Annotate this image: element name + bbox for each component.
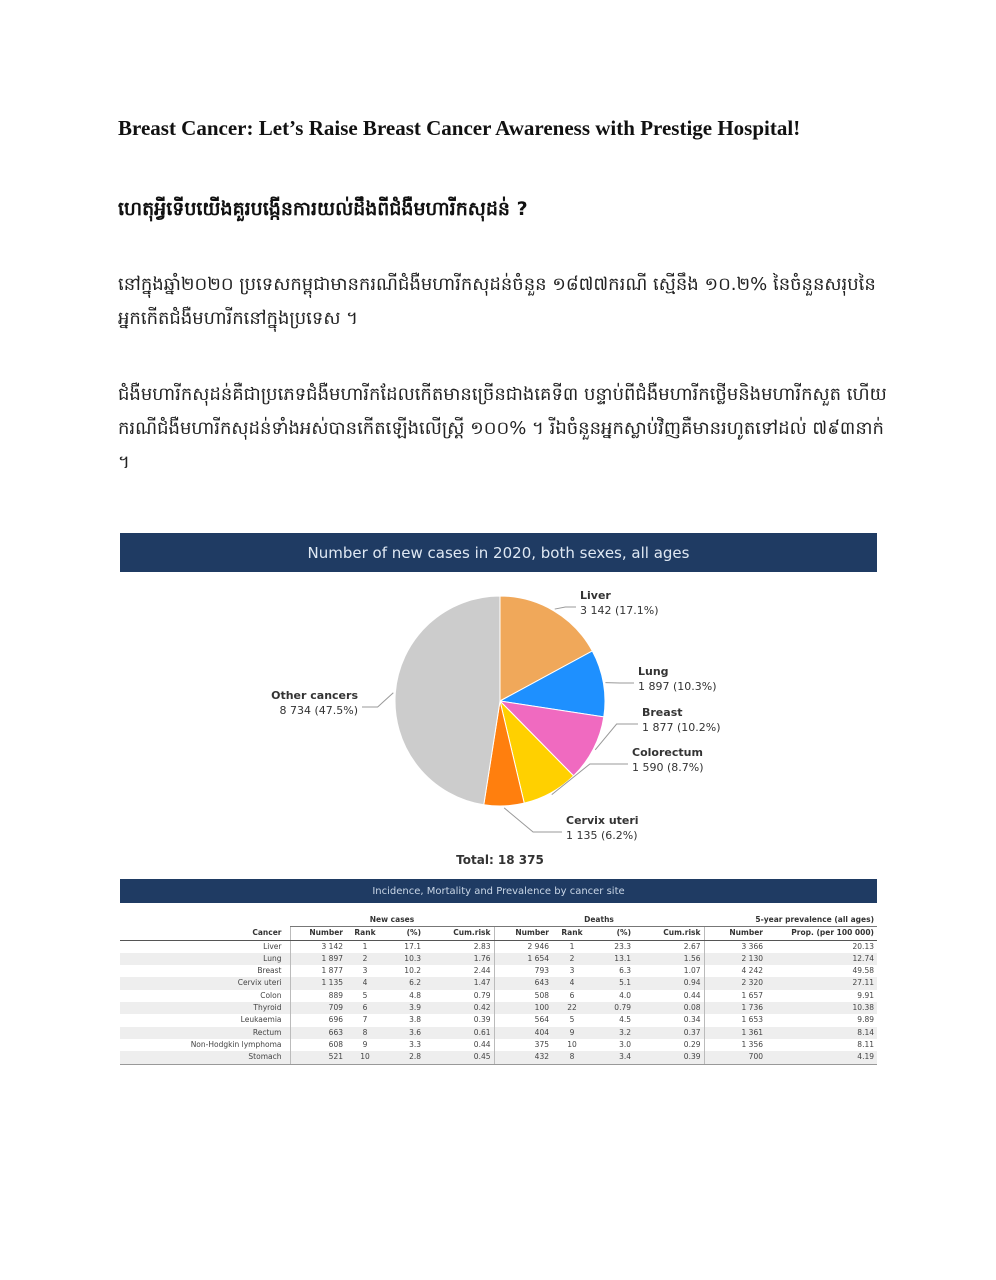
table-column-header: Cancer [120,927,290,940]
table-cell: 7 [362,1015,368,1025]
pie-label-value: 8 734 (47.5%) [279,704,358,717]
table-column-header: Rank [346,927,384,940]
table-cell-cancer: Colon [260,990,282,1000]
table-cell: 10.2 [404,966,421,976]
table-cell: 0.42 [424,1002,494,1014]
table-cell: 10.3 [384,953,424,965]
table-cell: 17.1 [404,941,421,951]
table-cell: 8 [346,1027,384,1039]
table-cell: 0.37 [634,1027,704,1039]
table-cell: 3.3 [409,1039,421,1049]
table-cell: 608 [290,1039,346,1051]
table-cell: 6.2 [384,977,424,989]
table-row [120,940,877,953]
table-cell: 6 [569,990,575,1000]
table-cell: 2.8 [384,1051,424,1064]
table-cell: 13.1 [592,953,634,965]
table-cell: 22 [552,1002,592,1014]
table-cell-cancer: Liver [263,941,282,951]
table-cell: 1 653 [704,1014,766,1026]
table-group-header-row [120,914,877,927]
table-cell: 3 [569,966,575,976]
table-cell: 1 897 [290,953,346,965]
pie-label-name: Breast [642,706,683,719]
table-column-header: (%) [384,927,424,940]
table-cell: 0.45 [424,1051,494,1064]
group-new-cases: New cases [290,914,494,927]
table-cell: 4 242 [704,965,766,977]
table-column-header: Number [494,927,552,940]
table-cell: 23.3 [614,941,631,951]
table-cell: 4 [346,977,384,989]
table-cell: 375 [494,1039,552,1051]
pie-leader-line [362,693,393,707]
table-cell: 1.56 [634,953,704,965]
group-deaths: Deaths [494,914,704,927]
table-row [120,1027,877,1039]
table-cell: 2.44 [473,966,491,976]
table-cell: 1 736 [704,1002,766,1014]
table-column-header: Number [704,927,766,940]
table-cell: 6.3 [619,966,631,976]
table-cell: 4.0 [619,990,631,1000]
document-title: Breast Cancer: Let’s Raise Breast Cancer Awareness with Prestige Hospital! [118,116,801,140]
table-column-header: Rank [552,927,592,940]
table-cell: 521 [290,1051,346,1064]
table-title: Incidence, Mortality and Prevalence by cancer site [120,879,877,903]
table-cell: 793 [494,965,552,977]
table-cell: 9.89 [857,1015,874,1025]
table-cell: 0.34 [683,1015,701,1025]
table-cell: 100 [494,1002,552,1014]
table-cell: 2 946 [494,940,552,953]
pie-slice-other-cancers [395,596,500,805]
table-cell: 0.79 [592,1002,634,1014]
table-cell: 700 [704,1051,766,1064]
pie-label-name: Lung [638,665,669,678]
paragraph-1: នៅក្នុងឆ្នាំ២០២០ ប្រទេសកម្ពុជាមានករណីជំងឺមហារីកសុដន់ចំនួន ១៨៧៧ករណី ស្មើនឹង ១០.២% នៃចំនួនសរុបនៃអ្នកកើតជំងឺមហារីកនៅក្នុងប្រទេស ។ [118,274,876,329]
pie-label-value: 3 142 (17.1%) [580,604,659,617]
table-cell: 1.07 [683,966,701,976]
table-cell: 6 [346,1002,384,1014]
table-cell: 9 [362,1039,368,1049]
table-cell: 2 320 [704,977,766,989]
table-cell-cancer: Cervix uteri [120,977,290,989]
table-column-header: Prop. (per 100 000) [766,927,877,940]
table-column-header: (%) [592,927,634,940]
table-cell: 0.29 [683,1039,701,1049]
table-cell: 27.11 [766,977,877,989]
table-cell: 404 [494,1027,552,1039]
table-column-header: Cum.risk [424,927,494,940]
pie-leader-line [504,808,562,832]
pie-label-value: 1 590 (8.7%) [632,761,704,774]
table-cell-cancer: Non-Hodgkin lymphoma [190,1039,282,1049]
section-heading: ហេតុអ្វីទើបយើងគួរបង្កើនការយល់ដឹងពីជំងឺមហារីកសុដន់ ? [118,198,528,220]
table-cell: 2 [346,953,384,965]
pie-total-label: Total: 18 375 [456,853,544,867]
table-row [120,1051,877,1064]
pie-chart-title: Number of new cases in 2020, both sexes, all ages [120,533,877,572]
table-cell: 4 [552,977,592,989]
table-cell: 0.94 [634,977,704,989]
table-cell: 1.47 [424,977,494,989]
pie-label-name: Colorectum [632,746,703,759]
table-cell: 9 [552,1027,592,1039]
table-row [120,990,877,1002]
table-cell: 2.67 [683,941,701,951]
pie-label-value: 1 135 (6.2%) [566,829,638,842]
pie-label-name: Liver [580,589,611,602]
table-cell: 696 [290,1014,346,1026]
table-row [120,1002,877,1014]
table-row [120,1014,877,1026]
table-cell: 0.39 [634,1051,704,1064]
table-cell: 3.2 [592,1027,634,1039]
pie-label-value: 1 897 (10.3%) [638,680,717,693]
table-cell: 20.13 [852,941,874,951]
table-cell: 3 366 [704,940,766,953]
table-row [120,953,877,965]
table-cell: 0.44 [473,1039,491,1049]
table-cell: 8.14 [766,1027,877,1039]
table-cell: 4.19 [766,1051,877,1064]
table-cell-cancer: Breast [257,966,282,976]
pie-label-value: 1 877 (10.2%) [642,721,721,734]
table-cell: 643 [494,977,552,989]
table-cell: 10 [567,1039,577,1049]
table-cell: 12.74 [766,953,877,965]
table-cell: 432 [494,1051,552,1064]
table-cell: 3 142 [290,940,346,953]
table-cell: 0.39 [473,1015,491,1025]
table-cell: 3.8 [409,1015,421,1025]
table-cell: 1.76 [424,953,494,965]
table-row [120,977,877,989]
table-cell: 0.61 [424,1027,494,1039]
table-cell: 1 135 [290,977,346,989]
table-row [120,965,877,977]
table-cell: 49.58 [852,966,874,976]
pie-label-name: Other cancers [271,689,358,702]
table-cell: 1 657 [704,990,766,1002]
table-cell: 3.9 [384,1002,424,1014]
table-cell: 0.79 [473,990,491,1000]
table-cell: 2 130 [704,953,766,965]
table-cell: 5 [569,1015,575,1025]
table-cell-cancer: Rectum [120,1027,290,1039]
table-cell: 1 361 [704,1027,766,1039]
pie-label-name: Cervix uteri [566,814,639,827]
table-cell: 889 [290,990,346,1002]
table-cell: 1 [362,941,368,951]
table-cell: 5.1 [592,977,634,989]
table-cell: 1 654 [494,953,552,965]
table-column-header: Number [290,927,346,940]
table-row [120,1039,877,1051]
table-cell: 0.08 [634,1002,704,1014]
table-cell: 10.38 [766,1002,877,1014]
table-cell: 3.6 [384,1027,424,1039]
table-cell-cancer: Leukaemia [240,1015,282,1025]
table-cell: 3.0 [619,1039,631,1049]
table-cell: 9.91 [857,990,874,1000]
table-cell: 709 [290,1002,346,1014]
table-cell: 508 [494,990,552,1002]
table-cell: 5 [362,990,368,1000]
table-cell: 3.4 [592,1051,634,1064]
table-cell: 1 877 [290,965,346,977]
table-cell: 3 [362,966,368,976]
pie-slices [395,596,605,806]
group-prevalence: 5-year prevalence (all ages) [704,914,877,927]
table-cell: 564 [494,1014,552,1026]
paragraph-2: ជំងឺមហារីកសុដន់គឺជាប្រភេទជំងឺមហារីកដែលកើតមានច្រើនជាងគេទី៣ បន្ទាប់ពីជំងឺមហារីកថ្លើមនិងមហារីកសួត ហើយករណីជំងឺមហារីកសុដន់ទាំងអស់បានកើតឡើងលើស្ត្រី ១០០% ។ រីឯចំនួនអ្នកស្លាប់វិញគឺមានរហូតទៅដល់ ៧៩៣នាក់ ។ [118,384,887,473]
table-cell: 1 [569,941,575,951]
table-cell: 8 [552,1051,592,1064]
cancer-site-table [120,914,877,1065]
table-header-row [120,927,877,940]
table-cell: 4.5 [619,1015,631,1025]
pie-chart [120,572,877,872]
table-cell-cancer: Stomach [120,1051,290,1064]
table-cell: 0.44 [683,990,701,1000]
pie-leader-line [555,607,576,609]
table-cell: 10 [346,1051,384,1064]
table-cell-cancer: Thyroid [120,1002,290,1014]
table-body [120,940,877,1064]
table-cell: 2 [552,953,592,965]
table-cell: 1 356 [704,1039,766,1051]
table-cell: 2.83 [473,941,491,951]
table-cell: 663 [290,1027,346,1039]
table-cell: 4.8 [409,990,421,1000]
table-cell: 8.11 [857,1039,874,1049]
table-cell-cancer: Lung [120,953,290,965]
table-column-header: Cum.risk [634,927,704,940]
